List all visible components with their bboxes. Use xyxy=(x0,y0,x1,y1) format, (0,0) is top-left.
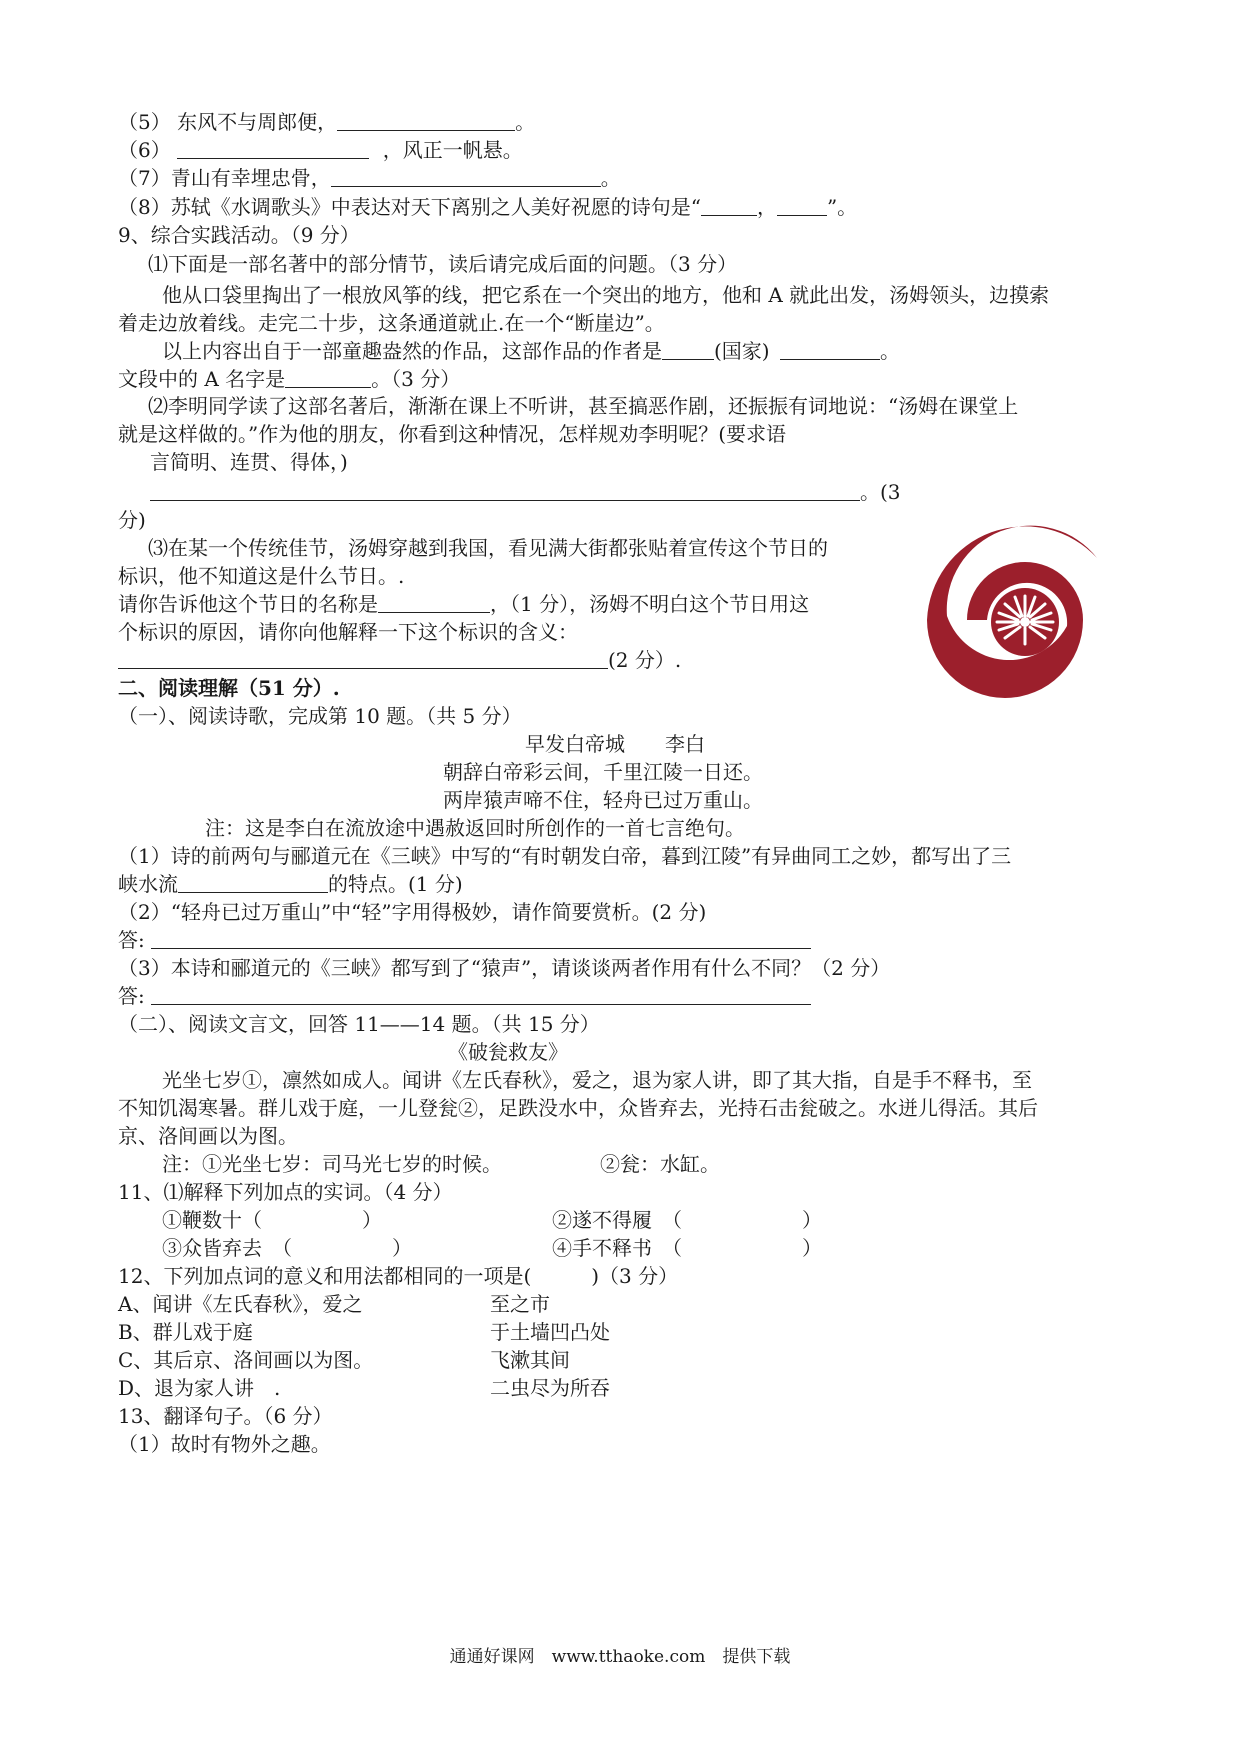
crimson-spiral-logo-icon xyxy=(925,500,1125,740)
q12-option-c-right[interactable]: 飞漱其间 xyxy=(490,1348,570,1372)
q9-part2-line3: 言简明、连贯、得体，) xyxy=(150,450,348,474)
q12-option-b-right[interactable]: 于土墙凹凸处 xyxy=(490,1320,610,1344)
q12-option-b-left[interactable]: B、群儿戏于庭 xyxy=(118,1320,253,1344)
q9-excerpt-line1: 他从口袋里掏出了一根放风筝的线，把它系在一个突出的地方，他和 A 就此出发，汤姆领头，边摸索 xyxy=(162,283,1050,307)
poem-line-8: （8）苏轼《水调歌头》中表达对天下离别之人美好祝愿的诗句是“ ， ”。 xyxy=(118,195,858,219)
q13-title: 13、翻译句子。（6 分） xyxy=(118,1404,333,1428)
q9-part2-line1: ⑵李明同学读了这部名著后，渐渐在课上不听讲，甚至搞恶作剧，还振振有词地说：“汤姆在课堂上 xyxy=(148,394,1019,418)
answer-blank[interactable] xyxy=(150,480,860,501)
q11-item2: ②遂不得履 （ ） xyxy=(552,1208,822,1232)
section2-part2-heading: （二）、阅读文言文，回答 11——14 题。（共 15 分） xyxy=(118,1012,600,1036)
classical-text-note1: 注：①光坐七岁：司马光七岁的时候。 xyxy=(162,1152,502,1176)
q13-sentence1: （1）故时有物外之趣。 xyxy=(118,1432,331,1456)
answer-blank[interactable] xyxy=(337,110,515,131)
q9-part3-line1: ⑶在某一个传统佳节，汤姆穿越到我国，看见满大街都张贴着宣传这个节日的 xyxy=(148,536,828,560)
q9-name-question: 文段中的 A 名字是 。（3 分） xyxy=(118,367,461,391)
q10-1-line2: 峡水流 的特点。(1 分) xyxy=(118,872,463,896)
poem-note: 注：这是李白在流放途中遇赦返回时所创作的一首七言绝句。 xyxy=(205,816,745,840)
poem-title: 早发白帝城 李白 xyxy=(525,732,705,756)
q9-part2-line2: 就是这样做的。”作为他的朋友，你看到这种情况，怎样规劝李明呢？(要求语 xyxy=(118,422,787,446)
poem-line-6: （6） ，风正一帆悬。 xyxy=(118,138,523,162)
answer-blank[interactable] xyxy=(331,166,601,187)
q9-part3-answer-line: (2 分）. xyxy=(118,646,681,674)
answer-blank[interactable] xyxy=(662,339,714,360)
q10-2: （2）“轻舟已过万重山”中“轻”字用得极妙，请作简要赏析。(2 分) xyxy=(118,900,707,924)
q12-option-c-left[interactable]: C、其后京、洛间画以为图。 xyxy=(118,1348,374,1372)
answer-blank[interactable] xyxy=(780,339,880,360)
poem-line-5: （5） 东风不与周郎便， 。 xyxy=(118,110,536,134)
q11-item3: ③众皆弃去 （ ） xyxy=(162,1236,412,1260)
classical-text-note2: ②瓮：水缸。 xyxy=(600,1152,720,1176)
answer-blank[interactable] xyxy=(378,592,490,613)
classical-text-title: 《破瓮救友》 xyxy=(448,1040,568,1064)
classical-text-line3: 京、洛间画以为图。 xyxy=(118,1124,298,1148)
q12-option-a-right[interactable]: 至之市 xyxy=(490,1292,550,1316)
q11-item4: ④手不释书 （ ） xyxy=(552,1236,822,1260)
q9-part3-line4: 个标识的原因，请你向他解释一下这个标识的含义： xyxy=(118,620,578,644)
answer-blank[interactable] xyxy=(151,984,811,1005)
answer-blank[interactable] xyxy=(701,195,757,216)
answer-blank[interactable] xyxy=(777,195,827,216)
answer-blank[interactable] xyxy=(178,872,328,893)
q9-part3-line3: 请你告诉他这个节日的名称是 ，（1 分），汤姆不明白这个节日用这 xyxy=(118,592,810,616)
q9-part2-answer-line: 。(3 xyxy=(150,478,901,506)
q9-author-question: 以上内容出自于一部童趣盎然的作品，这部作品的作者是 (国家) 。 xyxy=(162,339,900,363)
q12-option-d-right[interactable]: 二虫尽为所吞 xyxy=(490,1376,610,1400)
section2-title: 二、阅读理解（51 分）. xyxy=(118,676,340,700)
q10-3: （3）本诗和郦道元的《三峡》都写到了“猿声”，请谈谈两者作用有什么不同？（2 分） xyxy=(118,956,891,980)
poem-line-7: （7）青山有幸埋忠骨， 。 xyxy=(118,166,621,190)
q12-title: 12、下列加点词的意义和用法都相同的一项是( )（3 分） xyxy=(118,1264,679,1288)
q11-item1: ①鞭数十（ ） xyxy=(162,1208,382,1232)
answer-blank[interactable] xyxy=(177,138,369,159)
q9-excerpt-line2: 着走边放着线。走完二十步，这条通道就止.在一个“断崖边”。 xyxy=(118,311,665,335)
classical-text-line1: 光坐七岁①，凛然如成人。闻讲《左氏春秋》，爱之，退为家人讲，即了其大指，自是手不释书，至 xyxy=(162,1068,1032,1092)
q9-part1-heading: ⑴下面是一部名著中的部分情节，读后请完成后面的问题。（3 分） xyxy=(148,252,738,276)
q9-title: 9、综合实践活动。（9 分） xyxy=(118,223,360,247)
classical-text-line2: 不知饥渴寒暑。群儿戏于庭，一儿登瓮②，足跌没水中，众皆弃去，光持石击瓮破之。水迸儿得活。其后 xyxy=(118,1096,1038,1120)
section2-part1-heading: （一）、阅读诗歌，完成第 10 题。（共 5 分） xyxy=(118,704,522,728)
answer-blank[interactable] xyxy=(151,928,811,949)
poem-line-1: 朝辞白帝彩云间，千里江陵一日还。 xyxy=(443,760,763,784)
answer-blank[interactable] xyxy=(285,367,371,388)
q12-option-d-left[interactable]: D、退为家人讲 . xyxy=(118,1376,281,1400)
q10-2-answer: 答: xyxy=(118,926,811,954)
q10-1-line1: （1）诗的前两句与郦道元在《三峡》中写的“有时朝发白帝，暮到江陵”有异曲同工之妙，都写出了三 xyxy=(118,844,1012,868)
poem-line-2: 两岸猿声啼不住，轻舟已过万重山。 xyxy=(443,788,763,812)
q11-title: 11、⑴解释下列加点的实词。（4 分） xyxy=(118,1180,453,1204)
q12-option-a-left[interactable]: A、闻讲《左氏春秋》，爱之 xyxy=(118,1292,363,1316)
answer-blank[interactable] xyxy=(118,648,608,669)
q10-3-answer: 答: xyxy=(118,982,811,1010)
q9-part2-score: 分) xyxy=(118,508,146,532)
page-footer: 通通好课网 www.tthaoke.com 提供下载 xyxy=(449,1647,791,1667)
chrysanthemum-icon xyxy=(991,588,1059,656)
q9-part3-line2: 标识，他不知道这是什么节日。. xyxy=(118,564,405,588)
